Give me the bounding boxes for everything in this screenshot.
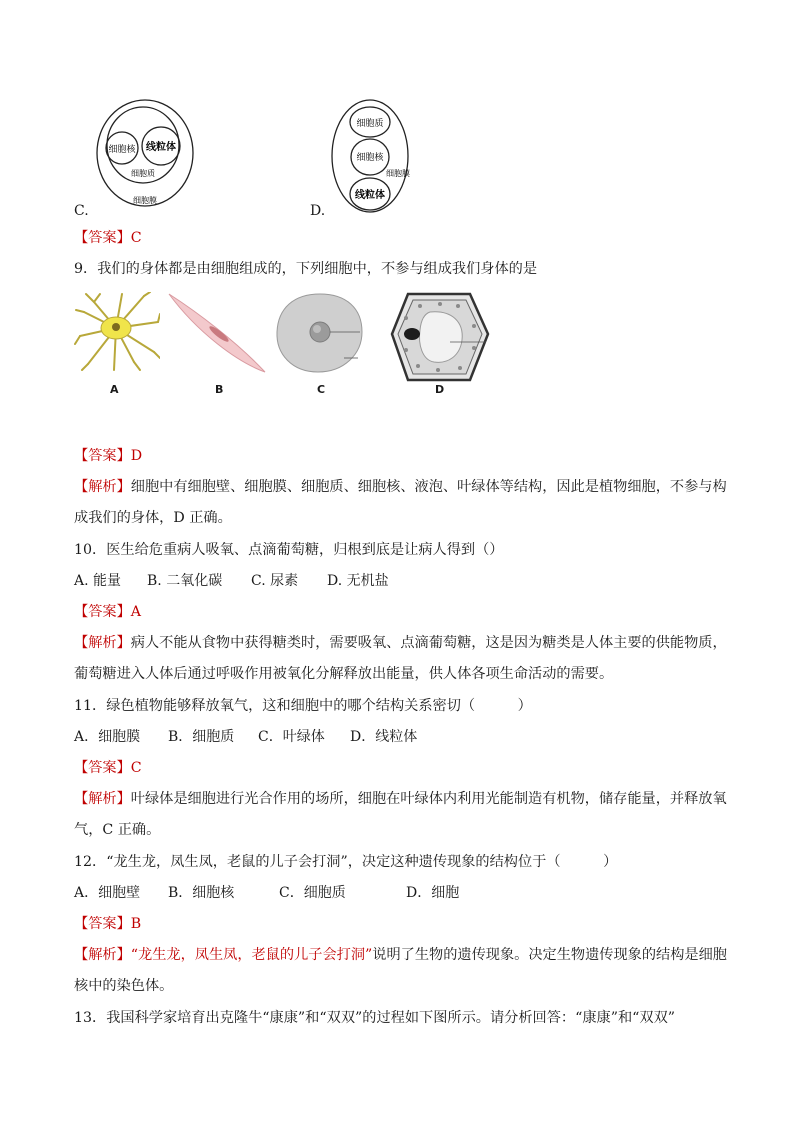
q11-analysis-line2: 气，C 正确。: [74, 822, 161, 838]
q11-answer: 【答案】C: [74, 760, 142, 776]
q9-stem: 9．我们的身体都是由细胞组成的，下列细胞中，不参与组成我们身体的是: [74, 261, 538, 277]
q8-answer: 【答案】C: [74, 230, 142, 246]
q12-analysis-line1: 【解析】“龙生龙，凤生凤，老鼠的儿子会打洞”说明了生物的遗传现象。决定生物遗传现象的结构是细胞: [74, 947, 727, 963]
q10-option-d: D. 无机盐: [327, 573, 389, 589]
option-c-letter: C.: [74, 203, 89, 219]
q12-option-b: B．细胞核: [168, 885, 235, 901]
q9-analysis-line1: 【解析】细胞中有细胞壁、细胞膜、细胞质、细胞核、液泡、叶绿体等结构，因此是植物细胞，不参与构: [74, 479, 727, 495]
q11-stem: 11．绿色植物能够释放氧气，这和细胞中的哪个结构关系密切（ ）: [74, 698, 532, 714]
q12-option-c: C．细胞质: [279, 885, 346, 901]
label-nucleus: 细胞核: [108, 145, 136, 155]
q10-option-c: C. 尿素: [251, 573, 299, 589]
q11-analysis-line1: 【解析】叶绿体是细胞进行光合作用的场所，细胞在叶绿体内利用光能制造有机物，储存能量，并释放氧: [74, 791, 727, 807]
label-membrane: 细胞膜: [386, 169, 410, 178]
q11-option-d: D．线粒体: [350, 729, 418, 745]
plant-cell-image: [390, 292, 490, 382]
q11-option-a: A．细胞膜: [74, 729, 141, 745]
option-d-diagram: [330, 98, 410, 216]
q9-image-d: [390, 292, 490, 382]
q9-label-d: D: [435, 383, 445, 396]
neuron-cell-image: [74, 292, 160, 372]
q12-answer: 【答案】B: [74, 916, 142, 932]
q9-image-c: [274, 292, 366, 374]
q9-answer: 【答案】D: [74, 448, 143, 464]
q9-label-c: C: [317, 383, 326, 396]
q10-answer: 【答案】A: [74, 604, 142, 620]
q9-image-b: [167, 292, 267, 374]
q11-option-b: B．细胞质: [168, 729, 235, 745]
q12-stem: 12．“龙生龙，凤生凤，老鼠的儿子会打洞”，决定这种遗传现象的结构位于（ ）: [74, 854, 618, 870]
q10-option-b: B. 二氧化碳: [147, 573, 223, 589]
q9-image-a: [74, 292, 160, 372]
label-mito: 线粒体: [355, 190, 385, 201]
label-cytoplasm: 细胞质: [131, 169, 155, 178]
option-c-diagram: [95, 97, 195, 213]
animal-cell-image: [274, 292, 366, 374]
q9-label-a: A: [110, 383, 119, 396]
q11-option-c: C．叶绿体: [258, 729, 325, 745]
q12-analysis-line2: 核中的染色体。: [74, 978, 174, 994]
q9-analysis-line2: 成我们的身体，D 正确。: [74, 510, 232, 526]
muscle-cell-image: [167, 292, 267, 374]
q12-option-a: A．细胞壁: [74, 885, 141, 901]
q10-analysis-line2: 葡萄糖进入人体后通过呼吸作用被氧化分解释放出能量，供人体各项生命活动的需要。: [74, 666, 614, 682]
q12-option-d: D．细胞: [406, 885, 460, 901]
option-d-letter: D.: [310, 203, 326, 219]
label-nucleus: 细胞核: [356, 153, 384, 163]
label-mito: 线粒体: [146, 142, 176, 153]
q13-stem: 13．我国科学家培育出克隆牛“康康”和“双双”的过程如下图所示。请分析回答：“康康”和“双双”: [74, 1010, 676, 1026]
cell-structure-diagram-c: [95, 97, 195, 213]
cell-structure-diagram-d: [330, 98, 410, 216]
q9-label-b: B: [215, 383, 224, 396]
label-cytoplasm: 细胞质: [356, 119, 384, 129]
label-membrane: 细胞膜: [133, 196, 157, 205]
q10-analysis-line1: 【解析】病人不能从食物中获得糖类时，需要吸氧、点滴葡萄糖，这是因为糖类是人体主要的供能物质，: [74, 635, 727, 651]
q10-option-a: A. 能量: [74, 573, 122, 589]
q10-stem: 10．医生给危重病人吸氧、点滴葡萄糖，归根到底是让病人得到（）: [74, 542, 504, 558]
